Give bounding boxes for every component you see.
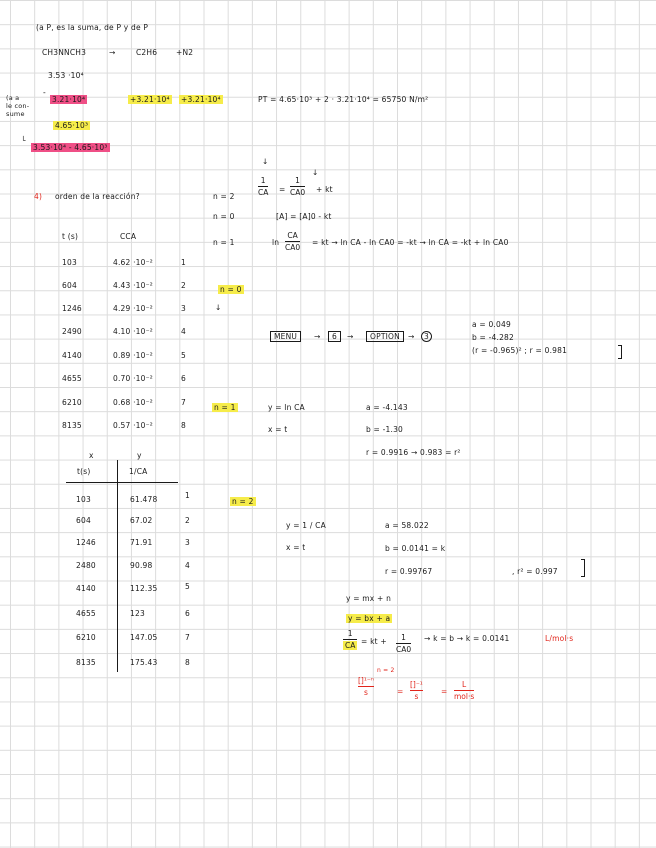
t1-row-i: 7 [181, 398, 186, 407]
t2-row-c: 67.02 [130, 516, 153, 525]
pressure-remaining: 4.65·10³ [55, 121, 89, 130]
t2-row-i: 4 [185, 561, 190, 570]
question-text: orden de la reacción? [55, 192, 140, 201]
pressure-consumed: 3.21·10⁴ [52, 95, 86, 104]
units-frac-num-2: []⁻¹ [410, 680, 423, 689]
eq0: [A] = [A]0 - kt [276, 212, 332, 221]
t2-row-t: 2480 [76, 561, 96, 570]
calc-r: (r = -0.965)² ; r = 0.981 [472, 346, 568, 355]
t2-row-t: 6210 [76, 633, 96, 642]
menu-key: MENU [270, 331, 301, 342]
t1-row-c: 4.62 ·10⁻² [113, 258, 153, 267]
n2-frac-den-1: CA [345, 641, 356, 650]
n1-b: b = -1.30 [366, 425, 404, 434]
n2-frac-num-1: 1 [347, 629, 353, 638]
n2-frac-2 [396, 633, 411, 654]
t2-header-c: 1/CA [129, 467, 148, 476]
n1-y: y = ln CA [268, 403, 305, 412]
pressure-product-2: +3.21·10⁴ [181, 95, 221, 104]
units-superscript: n = 2 [377, 667, 395, 674]
n2-frac-den-2: CA0 [396, 645, 412, 654]
linear-form-2: y = bx + a [348, 614, 391, 623]
t1-row-c: 0.57 ·10⁻² [113, 421, 153, 430]
t1-row-i: 8 [181, 421, 186, 430]
t2-row-t: 8135 [76, 658, 96, 667]
units-frac-num-1: []¹⁻ⁿ [358, 676, 374, 685]
t1-row-i: 4 [181, 327, 186, 336]
n0-arrow: ↓ [215, 303, 222, 312]
eq1-num: CA [287, 231, 298, 240]
t1-row-t: 2490 [62, 327, 82, 336]
t1-row-t: 8135 [62, 421, 82, 430]
units-frac-den-3: mol·s [454, 692, 475, 701]
t1-row-c: 0.70 ·10⁻² [113, 374, 153, 383]
down-arrow: ↓ [262, 157, 269, 166]
t2-row-t: 103 [76, 495, 91, 504]
calc-arrow-3: → [408, 332, 415, 341]
t2-row-t: 1246 [76, 538, 96, 547]
t1-row-c: 0.89 ·10⁻² [113, 351, 153, 360]
t2-vertical-rule [117, 460, 118, 672]
n2-bracket [581, 559, 585, 577]
calc-b: b = -4.282 [472, 333, 514, 342]
n2-frac-1 [343, 629, 357, 650]
eq1-frac [285, 231, 300, 252]
t1-row-c: 4.43 ·10⁻² [113, 281, 153, 290]
eq2-num-1: 1 [260, 176, 266, 185]
t2-row-c: 90.98 [130, 561, 153, 570]
t1-header-t: t (s) [62, 232, 79, 241]
n2-y: y = 1 / CA [286, 521, 326, 530]
t2-row-c: 175.43 [130, 658, 158, 667]
key-6: 6 [328, 331, 341, 342]
corner-mark: └ [21, 136, 26, 145]
t2-row-c: 71.91 [130, 538, 153, 547]
reaction-product-1: C2H6 [136, 48, 158, 57]
eq2-frac-2 [290, 176, 305, 197]
calc-arrow-1: → [314, 332, 321, 341]
n0-highlight: n = 0 [220, 285, 242, 294]
t2-row-c: 147.05 [130, 633, 158, 642]
t1-row-t: 4140 [62, 351, 82, 360]
eq2-num-2: 1 [295, 176, 300, 185]
n1-x: x = t [268, 425, 288, 434]
units-frac-3 [454, 680, 474, 701]
eq2-den-1: CA [258, 188, 269, 197]
n2-r2: , r² = 0.997 [512, 567, 558, 576]
t1-row-t: 604 [62, 281, 77, 290]
linear-form: y = mx + n [346, 594, 392, 603]
pressure-product-1: +3.21·10⁴ [130, 95, 170, 104]
t2-row-t: 4140 [76, 584, 96, 593]
units-frac-num-3: L [462, 680, 467, 689]
order-1-label: n = 1 [213, 238, 235, 247]
units-frac-den-2: s [414, 692, 419, 701]
t1-row-i: 5 [181, 351, 186, 360]
k-unit: L/mol·s [545, 634, 574, 643]
order-2-label: n = 2 [213, 192, 235, 201]
t1-row-t: 4655 [62, 374, 82, 383]
eq2-equals: = [279, 185, 286, 194]
t1-row-t: 103 [62, 258, 77, 267]
t2-row-c: 112.35 [130, 584, 158, 593]
order-0-label: n = 0 [213, 212, 235, 221]
side-label-2: le con- [6, 102, 30, 110]
side-label-3: sume [6, 110, 25, 118]
eq1-den: CA0 [285, 243, 301, 252]
t2-col-x: x [89, 451, 94, 460]
units-frac-den-1: s [363, 688, 368, 697]
question-number: 4) [34, 192, 43, 201]
side-label-1: (a a [6, 94, 20, 102]
t2-row-i: 2 [185, 516, 190, 525]
t1-row-c: 4.10 ·10⁻² [113, 327, 153, 336]
total-pressure: PT = 4.65·10³ + 2 · 3.21·10⁴ = 65750 N/m² [258, 95, 429, 104]
t1-header-c: CCA [120, 232, 137, 241]
n2-b: b = 0.0141 = k [385, 544, 446, 553]
t1-row-c: 4.29 ·10⁻² [113, 304, 153, 313]
calc-arrow-2: → [347, 332, 354, 341]
n1-r: r = 0.9916 → 0.983 = r² [366, 448, 461, 457]
reaction-lhs: CH3NNCH3 [42, 48, 87, 57]
key-3: 3 [421, 331, 432, 342]
t2-horizontal-rule [66, 482, 178, 483]
reaction-product-2: +N2 [176, 48, 194, 57]
initial-pressure: 3.53 ·10⁴ [48, 71, 84, 80]
t2-row-c: 123 [130, 609, 145, 618]
t2-row-i: 1 [185, 491, 190, 500]
t2-row-i: 8 [185, 658, 190, 667]
t1-row-i: 1 [181, 258, 186, 267]
t1-row-t: 1246 [62, 304, 82, 313]
t1-row-i: 6 [181, 374, 186, 383]
k-result: → k = b → k = 0.0141 [424, 634, 510, 643]
n2-r: r = 0.99767 [385, 567, 433, 576]
t1-row-c: 0.68 ·10⁻² [113, 398, 153, 407]
t1-row-i: 2 [181, 281, 186, 290]
t2-row-t: 4655 [76, 609, 96, 618]
t2-row-c: 61.478 [130, 495, 158, 504]
t2-row-t: 604 [76, 516, 91, 525]
units-eq-2: = [441, 687, 448, 696]
n2-highlight: n = 2 [232, 497, 254, 506]
eq1-ln: ln [272, 238, 280, 247]
units-frac-2 [410, 680, 423, 701]
n2-a: a = 58.022 [385, 521, 429, 530]
down-arrow-2: ↓ [312, 168, 319, 177]
t2-row-i: 5 [185, 582, 190, 591]
units-frac-1 [358, 676, 374, 697]
t2-row-i: 6 [185, 609, 190, 618]
eq2-frac-1 [258, 176, 268, 197]
t2-row-i: 7 [185, 633, 190, 642]
n2-x: x = t [286, 543, 306, 552]
eq2-rest: + kt [316, 185, 333, 194]
minus-sign: - [43, 88, 46, 97]
t2-row-i: 3 [185, 538, 190, 547]
units-eq-1: = [397, 687, 404, 696]
n2-frac-mid: = kt + [361, 637, 387, 646]
t2-col-y: y [137, 451, 142, 460]
n1-highlight: n = 1 [214, 403, 236, 412]
calc-bracket [618, 345, 622, 359]
option-key: OPTION [366, 331, 404, 342]
t1-row-i: 3 [181, 304, 186, 313]
eq2-den-2: CA0 [290, 188, 306, 197]
pressure-difference: 3.53·10⁴ - 4.65·10³ [33, 143, 108, 152]
n2-frac-num-2: 1 [401, 633, 406, 642]
intro-line: (a P, es la suma, de P y de P [36, 23, 149, 32]
n1-a: a = -4.143 [366, 403, 408, 412]
t1-row-t: 6210 [62, 398, 82, 407]
eq1-rest: = kt → ln CA - ln CA0 = -kt → ln CA = -kt + ln CA0 [312, 238, 509, 247]
reaction-arrow: → [109, 48, 116, 57]
calc-a: a = 0.049 [472, 320, 511, 329]
t2-header-t: t(s) [77, 467, 91, 476]
